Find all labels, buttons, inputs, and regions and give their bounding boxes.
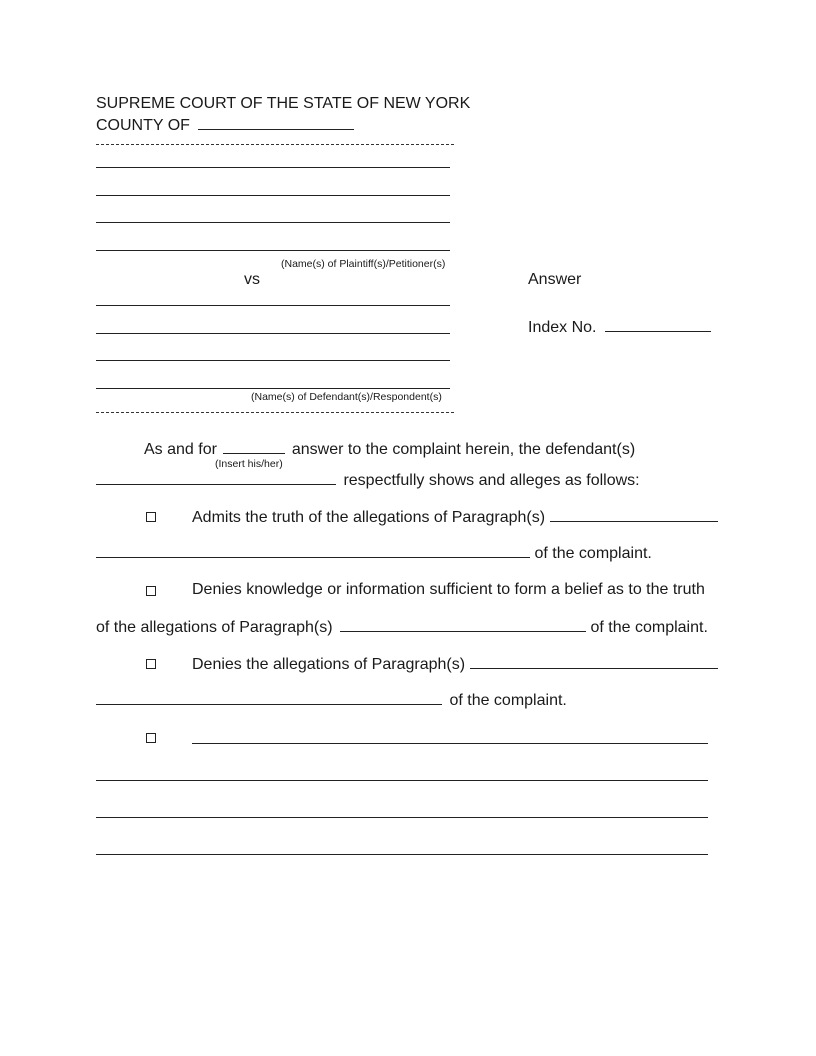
insert-hint: (Insert his/her)	[215, 458, 283, 470]
caption-top-separator	[96, 144, 454, 145]
denies-knowledge-line-2	[96, 617, 708, 637]
defendant-name-field[interactable]	[96, 470, 336, 485]
county-field[interactable]	[198, 115, 354, 130]
pronoun-field[interactable]	[223, 439, 285, 454]
admits-of-complaint: of the complaint.	[534, 545, 652, 562]
denies-line	[192, 654, 718, 674]
admits-text: Admits the truth of the allegations of Paragraph(s)	[192, 509, 546, 526]
defendant-name-line-1[interactable]	[96, 305, 450, 306]
admits-paragraph-field[interactable]	[550, 507, 718, 522]
intro-end: answer to the complaint herein, the defendant(s)	[291, 441, 636, 458]
denies-line-2	[96, 690, 567, 710]
other-line-4[interactable]	[96, 854, 708, 855]
intro-start: As and for	[144, 441, 217, 458]
denies-checkbox[interactable]	[146, 659, 156, 669]
plaintiff-name-line-3[interactable]	[96, 222, 450, 223]
defendant-name-line-3[interactable]	[96, 360, 450, 361]
intro-line	[144, 439, 635, 459]
defendant-name-line-2[interactable]	[96, 333, 450, 334]
defendant-label: (Name(s) of Defendant(s)/Respondent(s)	[251, 391, 442, 403]
denies-paragraph-field[interactable]	[470, 654, 718, 669]
county-label: COUNTY OF	[96, 117, 190, 134]
index-number-field[interactable]	[605, 317, 711, 332]
denies-knowledge-of-complaint: of the complaint.	[590, 619, 708, 636]
denies-knowledge-text: Denies knowledge or information sufficient to form a belief as to the truth	[192, 581, 705, 598]
denies-knowledge-checkbox[interactable]	[146, 586, 156, 596]
plaintiff-label: (Name(s) of Plaintiff(s)/Petitioner(s)	[281, 258, 446, 270]
court-title: SUPREME COURT OF THE STATE OF NEW YORK	[96, 95, 471, 112]
plaintiff-name-line-4[interactable]	[96, 250, 450, 251]
plaintiff-name-line-2[interactable]	[96, 195, 450, 196]
other-checkbox[interactable]	[146, 733, 156, 743]
other-line-2[interactable]	[96, 780, 708, 781]
other-line-3[interactable]	[96, 817, 708, 818]
versus-label: vs	[244, 271, 260, 288]
denies-text: Denies the allegations of Paragraph(s)	[192, 656, 466, 673]
admits-line-2	[96, 543, 652, 563]
plaintiff-name-line-1[interactable]	[96, 167, 450, 168]
admits-checkbox[interactable]	[146, 512, 156, 522]
other-line-1[interactable]	[192, 743, 708, 744]
denies-paragraph-field-2[interactable]	[96, 690, 442, 705]
admits-line	[192, 507, 718, 527]
denies-of-complaint: of the complaint.	[449, 692, 567, 709]
denies-knowledge-paragraph-field[interactable]	[340, 617, 586, 632]
defendant-name-line-4[interactable]	[96, 388, 450, 389]
document-type: Answer	[528, 271, 582, 288]
of-allegations-text: of the allegations of Paragraph(s)	[96, 619, 333, 636]
index-number-line	[528, 317, 711, 337]
index-number-label: Index No.	[528, 319, 597, 336]
caption-bottom-separator	[96, 412, 454, 413]
defendant-shows-line	[96, 470, 640, 490]
shows-text: respectfully shows and alleges as follows:	[343, 472, 640, 489]
county-line	[96, 115, 354, 135]
admits-paragraph-field-2[interactable]	[96, 543, 530, 558]
